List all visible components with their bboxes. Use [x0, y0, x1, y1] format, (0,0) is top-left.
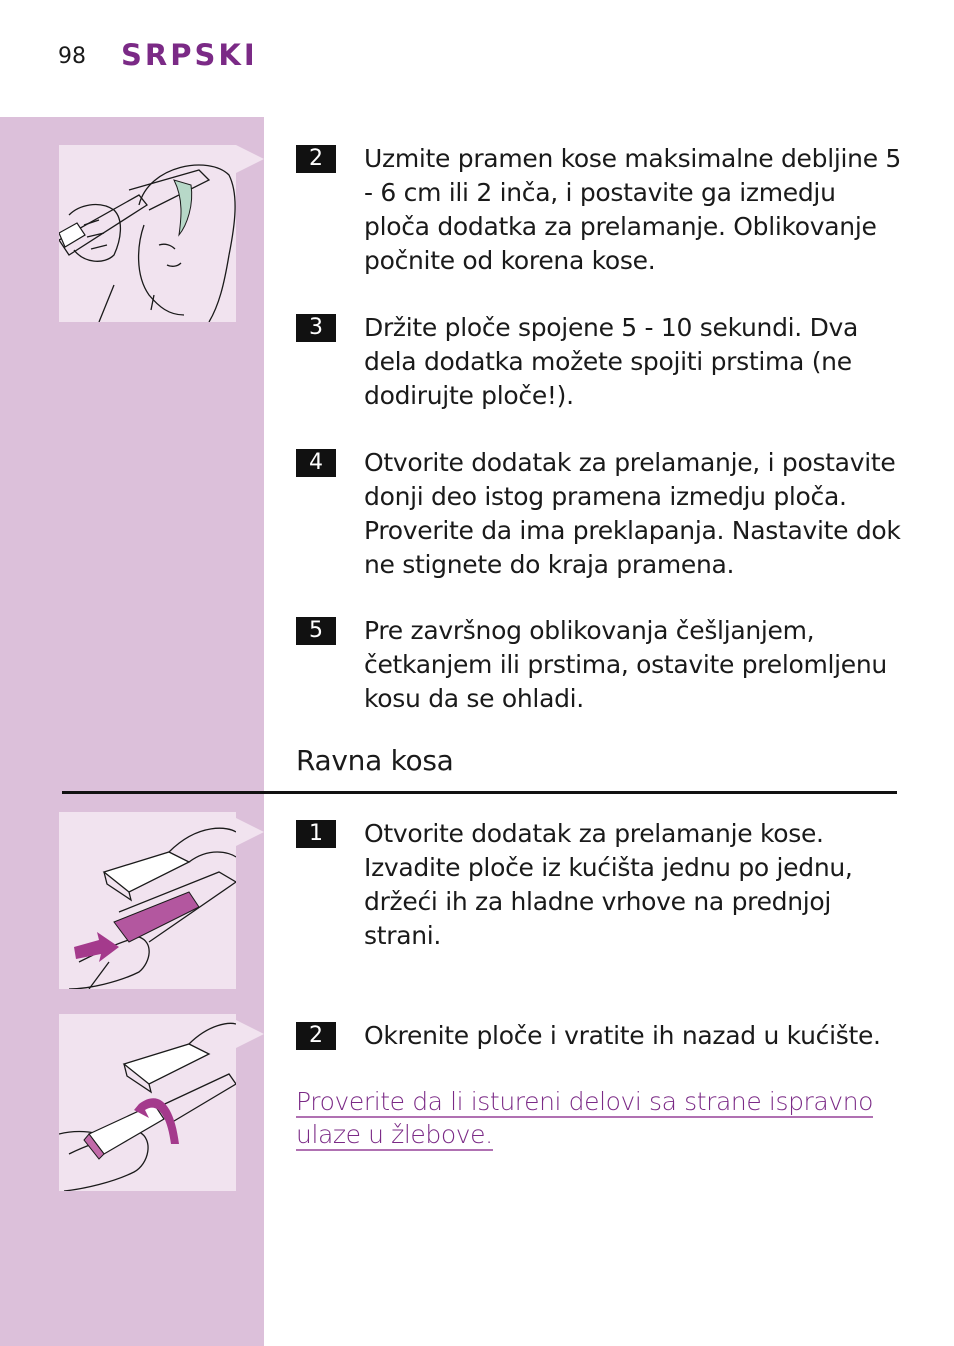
turn-plates-icon	[59, 1014, 236, 1191]
remove-plates-icon	[59, 812, 236, 989]
illustration-pointer	[236, 145, 264, 173]
step-number: 3	[296, 314, 336, 342]
step-number: 2	[296, 1022, 336, 1050]
section-subheading: Ravna kosa	[296, 744, 454, 777]
step-text: Držite ploče spojene 5 - 10 sekundi. Dva dela dodatka možete spojiti prstima (ne dodirujte ploče!).	[364, 313, 859, 410]
step-number: 1	[296, 820, 336, 848]
section-divider	[62, 791, 897, 794]
section-title: SRPSKI	[121, 38, 258, 72]
step-text: Otvorite dodatak za prelamanje kose. Izvadite ploče iz kućišta jednu po jednu, držeći ih za hladne vrhove na prednjoj strani.	[364, 819, 853, 950]
illustration-pointer	[236, 1020, 264, 1048]
step-text: Pre završnog oblikovanja češljanjem, četkanjem ili prstima, ostavite prelomljenu kosu da se ohladi.	[364, 616, 887, 713]
illustration-pointer	[236, 818, 264, 846]
step-number: 2	[296, 145, 336, 173]
illustration-crimping-roots	[59, 145, 236, 322]
step-number: 5	[296, 617, 336, 645]
page-number: 98	[58, 44, 86, 69]
note-text-content: Proverite da li istureni delovi sa strane ispravno ulaze u žlebove.	[296, 1087, 874, 1149]
woman-crimping-hair-icon	[59, 145, 236, 322]
step-number: 4	[296, 449, 336, 477]
illustration-turn-plates	[59, 1014, 236, 1191]
step-text: Uzmite pramen kose maksimalne debljine 5 - 6 cm ili 2 inča, i postavite ga izmedju ploča dodatka za prelamanje. Oblikovanje počnite od korena kose.	[364, 144, 902, 275]
step-text: Okrenite ploče i vratite ih nazad u kućište.	[364, 1021, 881, 1050]
illustration-remove-plates	[59, 812, 236, 989]
note-text	[296, 1085, 896, 1151]
step-text: Otvorite dodatak za prelamanje, i postavite donji deo istog pramena izmedju ploča. Proverite da ima preklapanja. Nastavite dok ne stignete do kraja pramena.	[364, 448, 901, 579]
